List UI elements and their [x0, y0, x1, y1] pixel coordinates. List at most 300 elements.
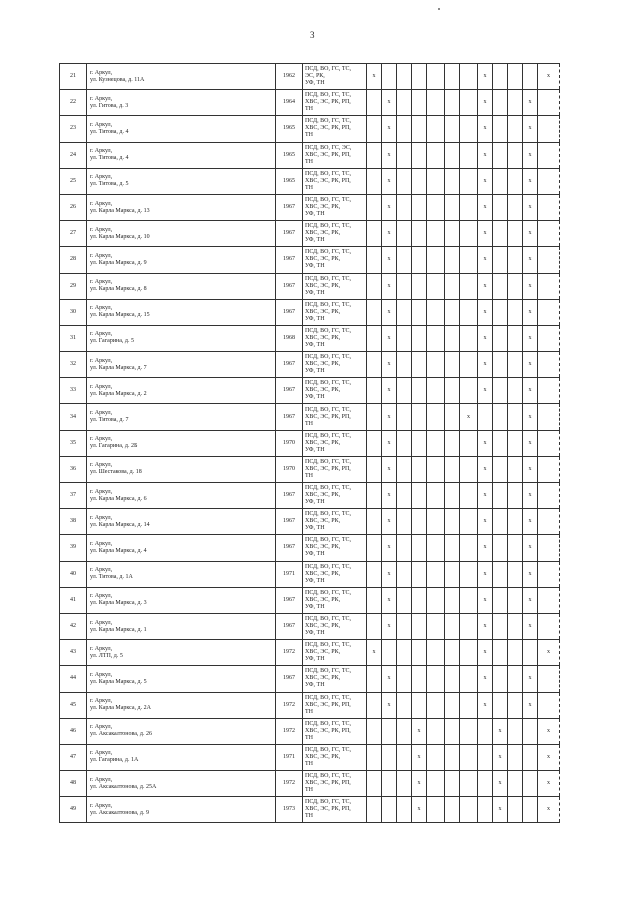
address-cell	[87, 456, 276, 482]
systems-cell	[303, 561, 367, 587]
mark-cell: x	[523, 587, 538, 613]
year-built-cell: 1967	[276, 483, 303, 509]
mark-cell	[538, 194, 560, 220]
systems-cell	[303, 587, 367, 613]
row-number-cell: 31	[60, 325, 87, 351]
mark-cell	[427, 535, 445, 561]
mark-cell	[427, 378, 445, 404]
mark-cell	[493, 325, 508, 351]
table-row	[60, 430, 560, 456]
mark-cell: x	[412, 744, 427, 770]
table-row	[60, 247, 560, 273]
year-built-cell: 1972	[276, 771, 303, 797]
address-street: ул. Карла Маркса, д. 9	[90, 259, 147, 266]
mark-cell	[367, 247, 382, 273]
mark-cell	[538, 299, 560, 325]
mark-cell	[397, 247, 412, 273]
address-street: ул. Карла Маркса, д. 3	[90, 600, 147, 607]
mark-cell	[508, 325, 523, 351]
mark-cell	[445, 247, 460, 273]
mark-cell	[493, 64, 508, 90]
mark-cell	[493, 509, 508, 535]
systems-line: УФ, ТН	[305, 656, 325, 663]
systems-line: ПСД, ВО, ГС, ТС,	[305, 799, 352, 806]
row-number-cell: 45	[60, 692, 87, 718]
mark-cell	[412, 404, 427, 430]
address-city: г. Аркул,	[90, 488, 113, 495]
table-row	[60, 116, 560, 142]
mark-cell: x	[382, 90, 397, 116]
table-row	[60, 692, 560, 718]
mark-cell: x	[523, 378, 538, 404]
mark-cell	[397, 509, 412, 535]
systems-line: ТН	[305, 132, 313, 139]
mark-cell	[427, 404, 445, 430]
address-cell	[87, 666, 276, 692]
mark-cell: x	[523, 142, 538, 168]
systems-line: ТН	[305, 472, 313, 479]
systems-line: ПСД, ВО, ГС, ЭС,	[305, 144, 352, 151]
systems-line: ХВС, ЭС, РК, РП,	[305, 465, 351, 472]
mark-cell: x	[523, 352, 538, 378]
row-number-cell: 41	[60, 587, 87, 613]
table-row	[60, 142, 560, 168]
row-number-cell: 35	[60, 430, 87, 456]
systems-line: УФ, ТН	[305, 499, 325, 506]
mark-cell: x	[382, 168, 397, 194]
address-cell	[87, 64, 276, 90]
systems-line: УФ, ТН	[305, 630, 325, 637]
systems-line: ПСД, ВО, ГС, ТС,	[305, 511, 352, 518]
systems-line: ПСД, ВО, ГС, ТС,	[305, 275, 352, 282]
mark-cell: x	[382, 221, 397, 247]
mark-cell: x	[382, 325, 397, 351]
table-row	[60, 744, 560, 770]
mark-cell: x	[523, 456, 538, 482]
mark-cell	[508, 692, 523, 718]
mark-cell	[397, 378, 412, 404]
mark-cell	[412, 692, 427, 718]
mark-cell	[397, 613, 412, 639]
address-city: г. Аркул,	[90, 750, 113, 757]
systems-line: ХВС, ЭС, РК,	[305, 361, 341, 368]
systems-line: ХВС, ЭС, РК, РП,	[305, 99, 351, 106]
mark-cell	[367, 194, 382, 220]
mark-cell	[412, 535, 427, 561]
systems-cell	[303, 692, 367, 718]
mark-cell	[412, 194, 427, 220]
address-cell	[87, 640, 276, 666]
mark-cell	[427, 797, 445, 823]
row-number-cell: 25	[60, 168, 87, 194]
mark-cell	[367, 744, 382, 770]
mark-cell	[397, 718, 412, 744]
systems-line: ПСД, ВО, ГС, ТС,	[305, 118, 352, 125]
table-row	[60, 221, 560, 247]
mark-cell	[460, 247, 478, 273]
mark-cell	[538, 404, 560, 430]
mark-cell	[508, 666, 523, 692]
mark-cell	[397, 90, 412, 116]
mark-cell	[445, 718, 460, 744]
systems-line: ХВС, ЭС, РК,	[305, 518, 341, 525]
systems-cell	[303, 116, 367, 142]
mark-cell	[460, 561, 478, 587]
systems-cell	[303, 509, 367, 535]
mark-cell: x	[478, 352, 493, 378]
mark-cell	[412, 640, 427, 666]
systems-cell	[303, 535, 367, 561]
row-number-cell: 39	[60, 535, 87, 561]
mark-cell	[427, 771, 445, 797]
mark-cell	[508, 587, 523, 613]
table-row	[60, 299, 560, 325]
address-street: ул. ЛТП, д. 5	[90, 652, 123, 659]
year-built-cell: 1965	[276, 168, 303, 194]
mark-cell: x	[523, 430, 538, 456]
mark-cell: x	[523, 194, 538, 220]
mark-cell	[460, 640, 478, 666]
address-city: г. Аркул,	[90, 357, 113, 364]
mark-cell: x	[382, 456, 397, 482]
mark-cell	[460, 797, 478, 823]
mark-cell	[445, 430, 460, 456]
mark-cell	[382, 640, 397, 666]
mark-cell	[538, 273, 560, 299]
mark-cell	[538, 666, 560, 692]
mark-cell	[412, 561, 427, 587]
address-street: ул. Карла Маркса, д. 1	[90, 626, 147, 633]
row-number-cell: 32	[60, 352, 87, 378]
mark-cell	[508, 247, 523, 273]
table-row	[60, 771, 560, 797]
address-street: ул. Титова, д. 1А	[90, 574, 133, 581]
mark-cell	[460, 325, 478, 351]
mark-cell	[523, 797, 538, 823]
systems-line: ПСД, ВО, ГС, ТС,	[305, 485, 352, 492]
year-built-cell: 1972	[276, 692, 303, 718]
systems-line: УФ, ТН	[305, 551, 325, 558]
mark-cell	[493, 221, 508, 247]
mark-cell	[508, 142, 523, 168]
table-row	[60, 404, 560, 430]
mark-cell: x	[382, 587, 397, 613]
mark-cell: x	[478, 378, 493, 404]
mark-cell	[397, 116, 412, 142]
address-city: г. Аркул,	[90, 148, 113, 155]
systems-cell	[303, 456, 367, 482]
mark-cell: x	[382, 116, 397, 142]
systems-line: ХВС, ЭС, РК,	[305, 308, 341, 315]
systems-line: ПСД, ВО, ГС, ТС,	[305, 746, 352, 753]
systems-line: УФ, ТН	[305, 682, 325, 689]
year-built-cell: 1967	[276, 352, 303, 378]
mark-cell	[412, 273, 427, 299]
systems-line: ТН	[305, 734, 313, 741]
table-row	[60, 352, 560, 378]
mark-cell	[445, 221, 460, 247]
mark-cell	[397, 666, 412, 692]
year-built-cell: 1967	[276, 378, 303, 404]
mark-cell	[508, 613, 523, 639]
address-city: г. Аркул,	[90, 593, 113, 600]
mark-cell	[460, 509, 478, 535]
mark-cell: x	[523, 299, 538, 325]
mark-cell: x	[478, 194, 493, 220]
address-cell	[87, 90, 276, 116]
address-city: г. Аркул,	[90, 174, 113, 181]
systems-cell	[303, 194, 367, 220]
address-street: ул. Карла Маркса, д. 8	[90, 286, 147, 293]
mark-cell	[493, 456, 508, 482]
mark-cell	[445, 744, 460, 770]
systems-line: ХВС, ЭС, РК, РП,	[305, 177, 351, 184]
systems-line: ПСД, ВО, ГС, ТС,	[305, 616, 352, 623]
mark-cell	[445, 299, 460, 325]
row-number-cell: 46	[60, 718, 87, 744]
mark-cell: x	[523, 168, 538, 194]
table-row	[60, 587, 560, 613]
mark-cell	[397, 194, 412, 220]
address-cell	[87, 692, 276, 718]
systems-cell	[303, 378, 367, 404]
address-city: г. Аркул,	[90, 95, 113, 102]
address-street: ул. Титова, д. 7	[90, 417, 129, 424]
mark-cell	[508, 561, 523, 587]
mark-cell	[367, 509, 382, 535]
mark-cell: x	[412, 718, 427, 744]
address-city: г. Аркул,	[90, 383, 113, 390]
mark-cell: x	[382, 692, 397, 718]
mark-cell	[367, 299, 382, 325]
mark-cell	[397, 299, 412, 325]
mark-cell: x	[367, 640, 382, 666]
address-city: г. Аркул,	[90, 698, 113, 705]
address-city: г. Аркул,	[90, 514, 113, 521]
systems-line: УФ, ТН	[305, 603, 325, 610]
mark-cell: x	[523, 404, 538, 430]
mark-cell	[445, 561, 460, 587]
mark-cell	[493, 299, 508, 325]
mark-cell	[460, 456, 478, 482]
mark-cell	[445, 116, 460, 142]
mark-cell: x	[478, 168, 493, 194]
row-number-cell: 48	[60, 771, 87, 797]
mark-cell: x	[478, 64, 493, 90]
mark-cell	[493, 404, 508, 430]
year-built-cell: 1967	[276, 666, 303, 692]
mark-cell	[397, 430, 412, 456]
mark-cell	[412, 299, 427, 325]
address-cell	[87, 221, 276, 247]
systems-line: УФ, ТН	[305, 368, 325, 375]
mark-cell	[493, 247, 508, 273]
mark-cell	[445, 509, 460, 535]
row-number-cell: 42	[60, 613, 87, 639]
systems-line: ХВС, ЭС, РК,	[305, 204, 341, 211]
address-city: г. Аркул,	[90, 410, 113, 417]
address-city: г. Аркул,	[90, 331, 113, 338]
address-city: г. Аркул,	[90, 567, 113, 574]
table-row	[60, 666, 560, 692]
systems-line: УФ, ТН	[305, 446, 325, 453]
mark-cell	[445, 378, 460, 404]
systems-line: ПСД, ВО, ГС, ТС,	[305, 92, 352, 99]
mark-cell	[478, 404, 493, 430]
mark-cell	[445, 352, 460, 378]
table-row	[60, 483, 560, 509]
mark-cell	[412, 221, 427, 247]
row-number-cell: 26	[60, 194, 87, 220]
systems-line: ПСД, ВО, ГС, ТС,	[305, 720, 352, 727]
mark-cell	[460, 64, 478, 90]
mark-cell	[445, 168, 460, 194]
mark-cell	[538, 483, 560, 509]
mark-cell	[460, 352, 478, 378]
mark-cell: x	[382, 142, 397, 168]
mark-cell	[427, 666, 445, 692]
systems-line: ПСД, ВО, ГС, ТС,	[305, 773, 352, 780]
address-cell	[87, 613, 276, 639]
mark-cell	[367, 325, 382, 351]
mark-cell	[445, 64, 460, 90]
mark-cell	[367, 168, 382, 194]
mark-cell	[412, 168, 427, 194]
mark-cell	[538, 247, 560, 273]
systems-cell	[303, 168, 367, 194]
mark-cell	[445, 535, 460, 561]
mark-cell	[538, 168, 560, 194]
systems-cell	[303, 771, 367, 797]
mark-cell	[493, 194, 508, 220]
mark-cell: x	[538, 718, 560, 744]
mark-cell	[445, 613, 460, 639]
row-number-cell: 47	[60, 744, 87, 770]
table-row	[60, 797, 560, 823]
mark-cell	[397, 535, 412, 561]
mark-cell	[427, 142, 445, 168]
mark-cell	[412, 587, 427, 613]
systems-line: ХВС, ЭС, РК,	[305, 256, 341, 263]
systems-line: ХВС, ЭС, РК,	[305, 649, 341, 656]
mark-cell	[493, 142, 508, 168]
mark-cell	[397, 221, 412, 247]
systems-line: УФ, ТН	[305, 394, 325, 401]
mark-cell	[493, 587, 508, 613]
mark-cell: x	[478, 247, 493, 273]
mark-cell: x	[523, 666, 538, 692]
mark-cell	[493, 273, 508, 299]
mark-cell	[523, 718, 538, 744]
mark-cell	[397, 168, 412, 194]
address-city: г. Аркул,	[90, 540, 113, 547]
mark-cell	[445, 90, 460, 116]
address-street: ул. Титова, д. 5	[90, 181, 129, 188]
mark-cell: x	[382, 352, 397, 378]
mark-cell	[412, 666, 427, 692]
table-row	[60, 90, 560, 116]
systems-line: ТН	[305, 760, 313, 767]
mark-cell	[523, 64, 538, 90]
mark-cell	[427, 325, 445, 351]
systems-cell	[303, 325, 367, 351]
mark-cell	[538, 535, 560, 561]
mark-cell	[397, 771, 412, 797]
mark-cell	[412, 325, 427, 351]
mark-cell	[460, 771, 478, 797]
mark-cell	[445, 797, 460, 823]
mark-cell	[427, 640, 445, 666]
systems-line: ПСД, ВО, ГС, ТС,	[305, 354, 352, 361]
year-built-cell: 1967	[276, 509, 303, 535]
mark-cell	[508, 378, 523, 404]
mark-cell: x	[478, 509, 493, 535]
mark-cell	[427, 168, 445, 194]
mark-cell	[367, 718, 382, 744]
mark-cell: x	[382, 483, 397, 509]
address-city: г. Аркул,	[90, 226, 113, 233]
address-cell	[87, 404, 276, 430]
systems-line: ХВС, ЭС, РК, РП,	[305, 413, 351, 420]
address-street: ул. Карла Маркса, д. 15	[90, 312, 150, 319]
address-street: ул. Гагарина, д. 2Б	[90, 443, 138, 450]
mark-cell	[397, 640, 412, 666]
mark-cell: x	[493, 744, 508, 770]
mark-cell	[397, 483, 412, 509]
year-built-cell: 1968	[276, 325, 303, 351]
mark-cell: x	[478, 640, 493, 666]
address-cell	[87, 561, 276, 587]
mark-cell	[427, 430, 445, 456]
mark-cell	[397, 273, 412, 299]
mark-cell	[445, 142, 460, 168]
systems-cell	[303, 90, 367, 116]
mark-cell	[508, 90, 523, 116]
address-cell	[87, 718, 276, 744]
table-row	[60, 325, 560, 351]
mark-cell	[523, 744, 538, 770]
address-cell	[87, 273, 276, 299]
mark-cell	[367, 771, 382, 797]
mark-cell	[412, 64, 427, 90]
systems-cell	[303, 640, 367, 666]
mark-cell	[493, 430, 508, 456]
page-number: 3	[310, 30, 315, 40]
mark-cell	[427, 483, 445, 509]
address-street: ул. Карла Маркса, д. 13	[90, 207, 150, 214]
mark-cell	[508, 456, 523, 482]
table-row	[60, 273, 560, 299]
table-row	[60, 456, 560, 482]
mark-cell	[478, 744, 493, 770]
mark-cell: x	[382, 613, 397, 639]
row-number-cell: 30	[60, 299, 87, 325]
mark-cell	[538, 142, 560, 168]
address-city: г. Аркул,	[90, 724, 113, 731]
systems-line: УФ, ТН	[305, 211, 325, 218]
housing-register-table	[59, 63, 560, 823]
mark-cell	[538, 116, 560, 142]
mark-cell	[382, 797, 397, 823]
row-number-cell: 43	[60, 640, 87, 666]
address-street: ул. Карла Маркса, д. 7	[90, 364, 147, 371]
mark-cell: x	[478, 535, 493, 561]
mark-cell	[460, 221, 478, 247]
mark-cell	[508, 797, 523, 823]
mark-cell: x	[523, 325, 538, 351]
mark-cell	[427, 587, 445, 613]
mark-cell: x	[538, 640, 560, 666]
